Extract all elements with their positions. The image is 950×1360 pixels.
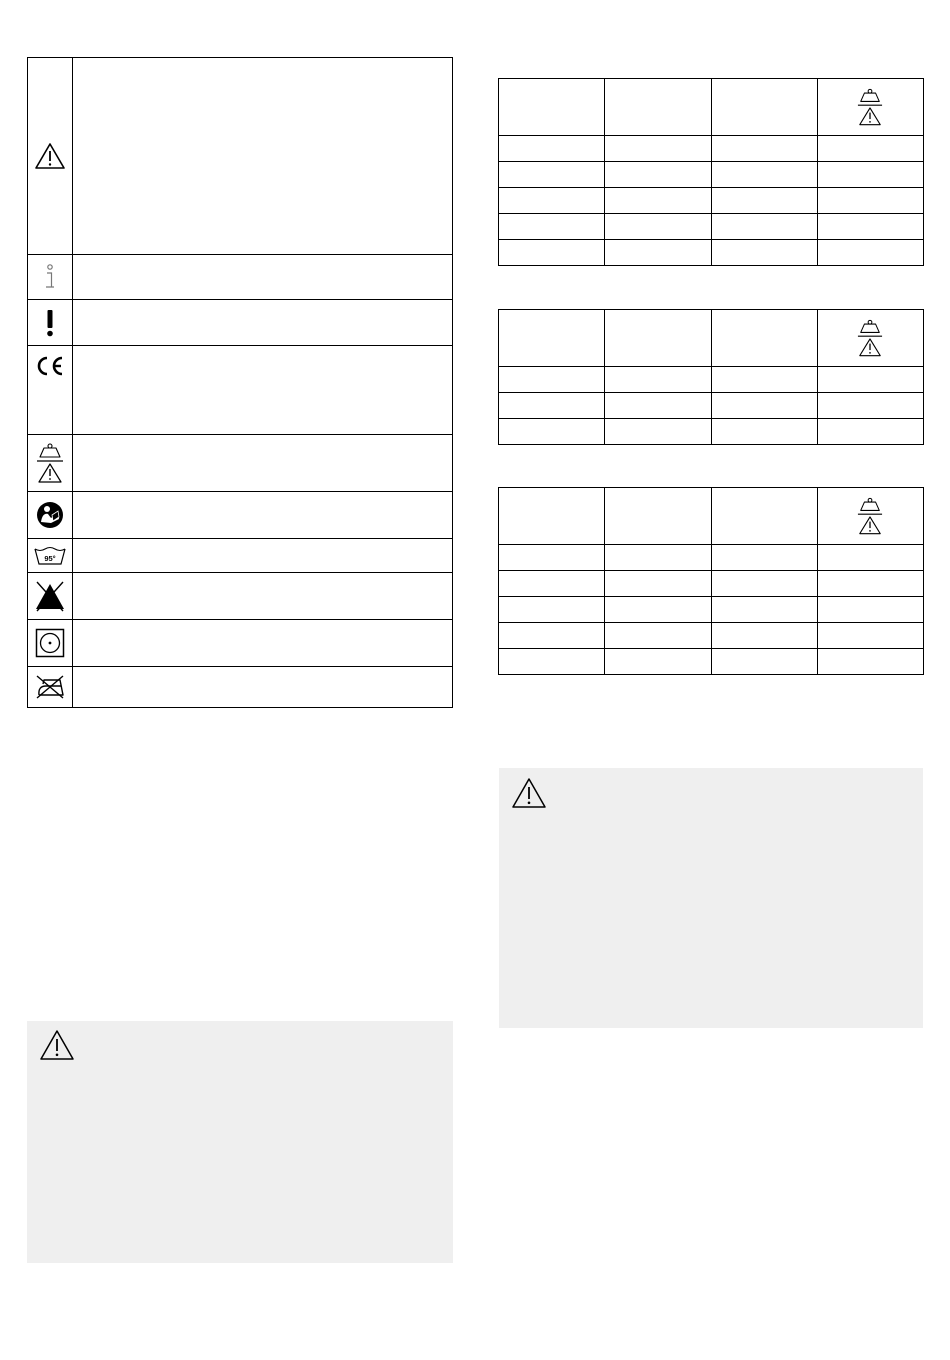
table-cell (605, 597, 711, 623)
table-cell (711, 419, 817, 445)
table-row (499, 597, 924, 623)
size-table-3 (498, 487, 924, 675)
max-user-weight-icon (36, 442, 64, 484)
table-cell (711, 545, 817, 571)
size-table-2 (498, 309, 924, 445)
legend-icon-cell (28, 573, 73, 619)
legend-icon-cell (28, 620, 73, 666)
table-cell (711, 162, 817, 188)
warning-triangle-icon (39, 1029, 75, 1061)
legend-description (73, 573, 452, 619)
size-table-1 (498, 78, 924, 266)
table-cell (711, 367, 817, 393)
table-row (499, 162, 924, 188)
table-row (499, 623, 924, 649)
table-row (499, 649, 924, 675)
table-cell (605, 188, 711, 214)
table-cell (711, 393, 817, 419)
exclamation-icon (46, 309, 54, 337)
header-cell (499, 79, 605, 136)
table-cell (605, 240, 711, 266)
table-cell (817, 623, 923, 649)
legend-description (73, 300, 452, 345)
table-cell (817, 367, 923, 393)
table-cell (817, 136, 923, 162)
table-cell (711, 623, 817, 649)
do-not-bleach-icon (34, 580, 66, 612)
legend-description (73, 539, 452, 572)
table-cell (711, 649, 817, 675)
legend-icon-cell (28, 255, 73, 299)
table-cell (605, 162, 711, 188)
legend-row-info (28, 255, 452, 300)
legend-icon-cell (28, 539, 73, 572)
table-cell (499, 240, 605, 266)
legend-icon-cell (28, 435, 73, 491)
tumble-dry-low-icon (35, 628, 65, 658)
legend-row-max-weight (28, 435, 452, 492)
legend-description (73, 255, 452, 299)
wash-temperature-label: 95° (44, 553, 56, 563)
table-cell (499, 367, 605, 393)
legend-row-tumble-dry (28, 620, 452, 667)
read-instructions-icon (36, 501, 64, 529)
table-cell (499, 419, 605, 445)
table-cell (499, 545, 605, 571)
table-cell (499, 162, 605, 188)
max-user-weight-icon (857, 318, 883, 358)
table-cell (605, 545, 711, 571)
table-cell (499, 188, 605, 214)
table-cell (499, 214, 605, 240)
legend-description (73, 58, 452, 254)
max-user-weight-icon (857, 87, 883, 127)
header-cell-max-load (817, 310, 923, 367)
table-cell (817, 393, 923, 419)
legend-description (73, 667, 452, 707)
table-row (499, 419, 924, 445)
table-row (499, 545, 924, 571)
table-cell (817, 419, 923, 445)
header-cell (605, 79, 711, 136)
table-cell (711, 240, 817, 266)
table-row (499, 240, 924, 266)
symbol-legend-table (27, 57, 453, 708)
header-cell (711, 310, 817, 367)
table-row (499, 136, 924, 162)
table-row (499, 571, 924, 597)
table-cell (605, 136, 711, 162)
table-header-row (499, 79, 924, 136)
table-cell (817, 240, 923, 266)
table-row (499, 188, 924, 214)
table-row (499, 214, 924, 240)
header-cell (711, 488, 817, 545)
table-cell (711, 136, 817, 162)
table-cell (605, 571, 711, 597)
legend-description (73, 620, 452, 666)
table-cell (499, 649, 605, 675)
header-cell (499, 310, 605, 367)
legend-row-warning (28, 58, 452, 255)
table-cell (605, 623, 711, 649)
legend-description (73, 346, 452, 434)
warning-triangle-icon (511, 777, 547, 809)
table-cell (711, 188, 817, 214)
table-header-row (499, 488, 924, 545)
legend-icon-cell (28, 58, 73, 254)
legend-row-instructions (28, 492, 452, 539)
table-row (499, 367, 924, 393)
table-cell (817, 545, 923, 571)
table-row (499, 393, 924, 419)
legend-description (73, 492, 452, 538)
header-cell (499, 488, 605, 545)
table-cell (499, 393, 605, 419)
table-cell (605, 419, 711, 445)
table-cell (817, 188, 923, 214)
table-cell (605, 214, 711, 240)
header-cell-max-load (817, 79, 923, 136)
table-cell (605, 393, 711, 419)
legend-row-iron (28, 667, 452, 707)
table-cell (711, 571, 817, 597)
legend-row-wash (28, 539, 452, 573)
warning-box-left (27, 1021, 453, 1263)
table-cell (711, 597, 817, 623)
header-cell (605, 310, 711, 367)
ce-mark-icon (35, 356, 65, 376)
legend-icon-cell (28, 300, 73, 345)
table-cell (817, 649, 923, 675)
legend-row-bleach (28, 573, 452, 620)
legend-row-ce (28, 346, 452, 435)
info-icon (43, 263, 57, 291)
legend-icon-cell (28, 667, 73, 707)
table-cell (499, 571, 605, 597)
max-user-weight-icon (857, 496, 883, 536)
table-cell (499, 597, 605, 623)
warning-triangle-icon (34, 142, 66, 170)
header-cell (605, 488, 711, 545)
table-cell (817, 214, 923, 240)
table-cell (711, 214, 817, 240)
legend-icon-cell (28, 492, 73, 538)
header-cell-max-load (817, 488, 923, 545)
table-cell (499, 136, 605, 162)
table-cell (499, 623, 605, 649)
table-cell (817, 162, 923, 188)
do-not-iron-icon (34, 674, 66, 700)
warning-box-right (499, 768, 923, 1028)
legend-icon-cell (28, 346, 73, 434)
table-cell (605, 649, 711, 675)
table-cell (817, 571, 923, 597)
legend-row-note (28, 300, 452, 346)
table-cell (605, 367, 711, 393)
wash-95-icon (34, 546, 66, 566)
table-header-row (499, 310, 924, 367)
table-cell (817, 597, 923, 623)
legend-description (73, 435, 452, 491)
header-cell (711, 79, 817, 136)
